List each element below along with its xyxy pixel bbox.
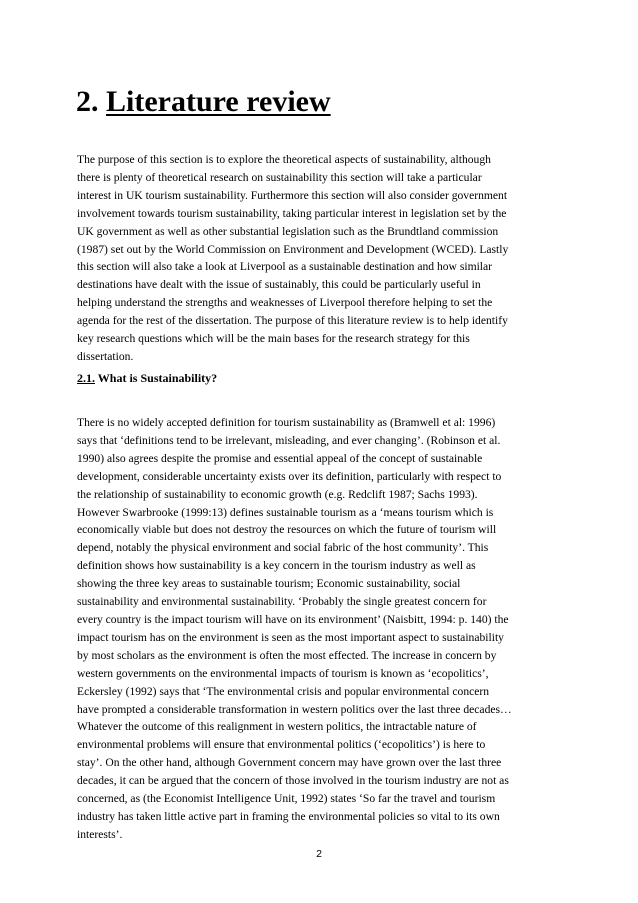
- body-paragraph: [77, 414, 567, 844]
- section-title: Literature review: [106, 85, 331, 118]
- paragraph-line: involvement towards tourism sustainability, taking particular interest in legislation set by the: [77, 206, 507, 220]
- paragraph-line: concerned, as (the Economist Intelligence Unit, 1992) states ‘So far the travel and tourism: [77, 792, 496, 806]
- subsection-heading: [77, 370, 217, 386]
- paragraph-line: the relationship of sustainability to economic growth (e.g. Redclift 1987; Sachs 1993).: [77, 487, 478, 501]
- paragraph-line: 1990) also agrees despite the promise and essential appeal of the concept of sustainable: [77, 451, 483, 465]
- paragraph-line: dissertation.: [77, 349, 134, 363]
- page-number: 2: [316, 848, 322, 860]
- paragraph-line: helping understand the strengths and weaknesses of Liverpool therefore helping to set the: [77, 296, 493, 310]
- paragraph-line: there is plenty of theoretical research on sustainability this section will take a particular: [77, 170, 482, 184]
- paragraph-line: interests’.: [77, 827, 123, 841]
- paragraph-line: UK government as well as other substantial legislation such as the Brundtland commission: [77, 224, 499, 238]
- section-number: 2.: [76, 85, 99, 118]
- paragraph-line: says that ‘definitions tend to be irrelevant, misleading, and ever changing’. (Robinson et al.: [77, 433, 501, 447]
- paragraph-line: decades, it can be argued that the concern of those involved in the tourism industry are not as: [77, 774, 509, 788]
- subsection-title: What is Sustainability?: [97, 371, 218, 385]
- intro-paragraph: [77, 151, 567, 366]
- paragraph-line: impact tourism has on the environment is seen as the most important aspect to sustainability: [77, 630, 504, 644]
- paragraph-line: have prompted a considerable transformation in western politics over the last three decades…: [77, 702, 512, 716]
- paragraph-line: (1987) set out by the World Commission on Environment and Development (WCED). Lastly: [77, 242, 509, 256]
- paragraph-line: depend, notably the physical environment and social fabric of the host community’. This: [77, 541, 489, 555]
- paragraph-line: key research questions which will be the main bases for the research strategy for this: [77, 332, 470, 346]
- paragraph-line: showing the three key areas to sustainable tourism; Economic sustainability, social: [77, 577, 461, 591]
- paragraph-line: Whatever the outcome of this realignment in western politics, the intractable nature of: [77, 720, 477, 734]
- paragraph-line: However Swarbrooke (1999:13) defines sustainable tourism as a ‘means tourism which is: [77, 505, 494, 519]
- subsection-number: 2.1.: [77, 371, 95, 385]
- section-heading: [76, 82, 331, 122]
- paragraph-line: western governments on the environmental impacts of tourism is known as ‘ecopolitics’,: [77, 666, 489, 680]
- paragraph-line: every country is the impact tourism will have on its environment’ (Naisbitt, 1994: p. 140) the: [77, 612, 509, 626]
- paragraph-line: Eckersley (1992) says that ‘The environmental crisis and popular environmental concern: [77, 684, 490, 698]
- paragraph-line: industry has taken little active part in framing the environmental policies so vital to its own: [77, 809, 500, 823]
- paragraph-line: definition shows how sustainability is a key concern in the tourism industry as well as: [77, 559, 476, 573]
- paragraph-line: stay’. On the other hand, although Government concern may have grown over the last three: [77, 756, 502, 770]
- paragraph-line: sustainability and environmental sustainability. ‘Probably the single greatest concern for: [77, 595, 487, 609]
- paragraph-line: There is no widely accepted definition for tourism sustainability as (Bramwell et al: 1996): [77, 416, 496, 429]
- paragraph-line: interest in UK tourism sustainability. Furthermore this section will also consider government: [77, 188, 508, 202]
- paragraph-line: development, considerable uncertainty exists over its definition, particularly with respect to: [77, 469, 502, 483]
- paragraph-line: environmental problems will ensure that environmental politics (‘ecopolitics’) is here to: [77, 738, 486, 752]
- paragraph-line: by most scholars as the environment is often the most effected. The increase in concern by: [77, 648, 497, 662]
- paragraph-line: destinations have dealt with the issue of sustainably, this could be particularly useful in: [77, 278, 481, 292]
- paragraph-line: economically viable but does not destroy the resources on which the future of tourism will: [77, 523, 497, 537]
- paragraph-line: this section will also take a look at Liverpool as a sustainable destination and how similar: [77, 260, 493, 274]
- paragraph-line: agenda for the rest of the dissertation. The purpose of this literature review is to help identify: [77, 314, 508, 328]
- paragraph-line: The purpose of this section is to explore the theoretical aspects of sustainability, although: [77, 153, 491, 166]
